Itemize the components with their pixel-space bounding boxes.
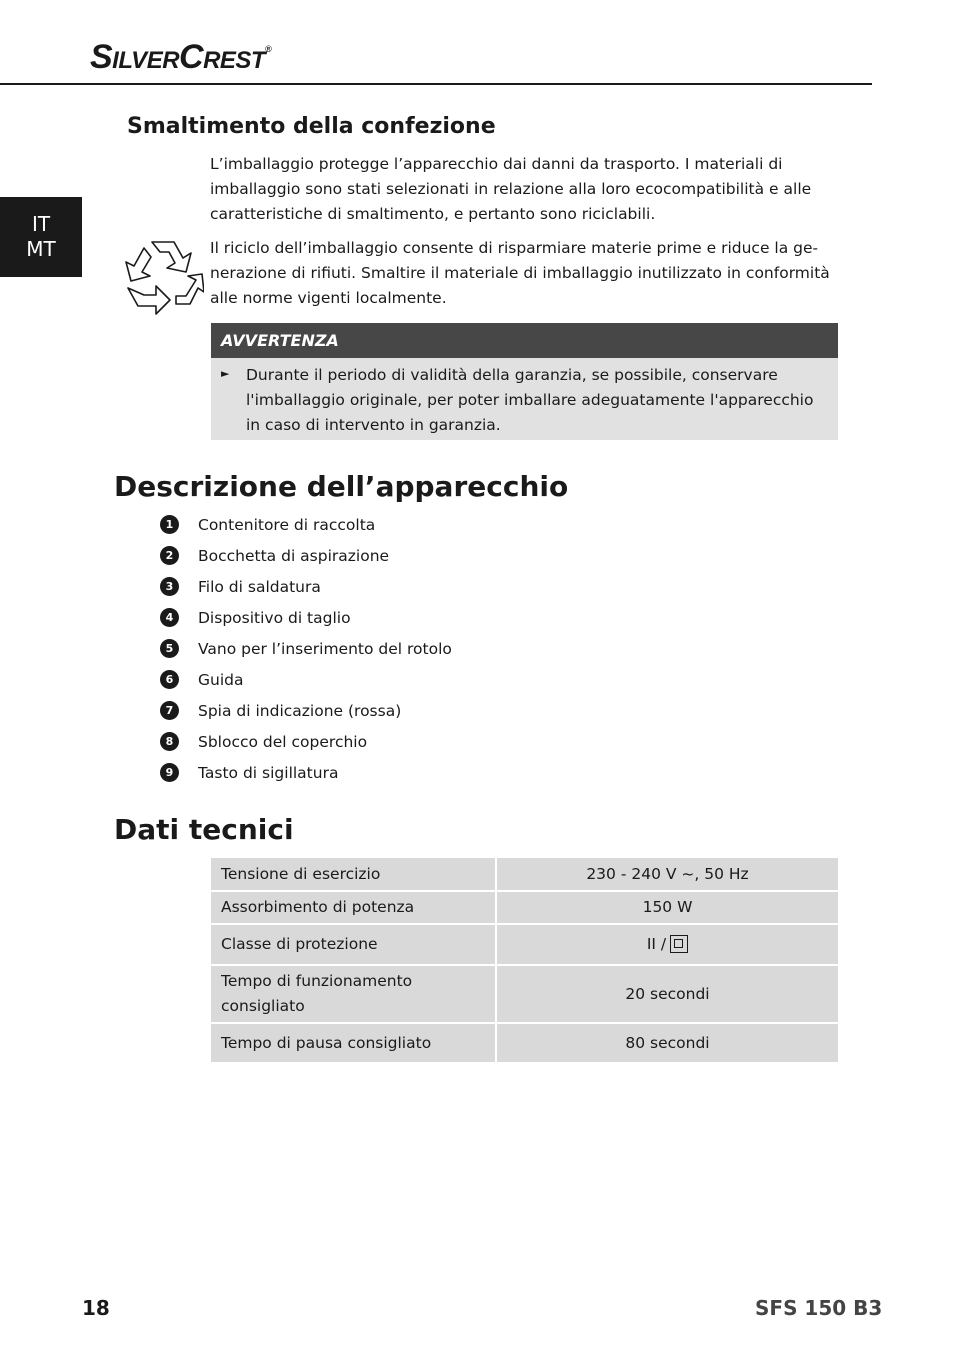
list-item bbox=[160, 664, 452, 695]
table-row bbox=[211, 925, 838, 966]
item-number: 1 bbox=[160, 515, 179, 534]
list-item bbox=[160, 726, 452, 757]
item-number: 6 bbox=[160, 670, 179, 689]
description-title: Descrizione dell’apparecchio bbox=[114, 470, 569, 503]
page-number: 18 bbox=[82, 1296, 110, 1320]
model-name: SFS 150 B3 bbox=[755, 1296, 883, 1320]
warning-box bbox=[211, 323, 838, 440]
list-item bbox=[160, 571, 452, 602]
item-number: 2 bbox=[160, 546, 179, 565]
item-number: 3 bbox=[160, 577, 179, 596]
bullet-arrow-icon: ► bbox=[221, 367, 230, 380]
specs-table bbox=[211, 858, 838, 1064]
list-item bbox=[160, 540, 452, 571]
list-item bbox=[160, 695, 452, 726]
parts-list bbox=[160, 509, 452, 788]
spec-value: 230 - 240 V ~, 50 Hz bbox=[497, 858, 838, 892]
spec-key: Tempo di pausa consigliato bbox=[211, 1024, 497, 1064]
list-item bbox=[160, 633, 452, 664]
packaging-paragraph-2: Il riciclo dell’imballaggio consente di risparmiare materie prime e riduce la ge- nerazione di rifiuti. Smaltire il materiale di imballaggio inutilizzato in conformità alle norme vigenti localmente. bbox=[210, 239, 830, 307]
item-number: 5 bbox=[160, 639, 179, 658]
item-label: Contenitore di raccolta bbox=[198, 515, 376, 534]
list-item bbox=[160, 602, 452, 633]
warning-title: AVVERTENZA bbox=[211, 323, 838, 358]
lang-code-mt: MT bbox=[26, 237, 56, 261]
double-insulation-icon bbox=[670, 935, 688, 953]
table-row bbox=[211, 966, 838, 1024]
list-item bbox=[160, 509, 452, 540]
table-row bbox=[211, 858, 838, 892]
item-label: Vano per l’inserimento del rotolo bbox=[198, 639, 452, 658]
list-item bbox=[160, 757, 452, 788]
spec-key: Tensione di esercizio bbox=[211, 858, 497, 892]
packaging-paragraph-1: L’imballaggio protegge l’apparecchio dai danni da trasporto. I materiali di imballaggio sono stati selezionati in relazione alla loro ecocompatibilità e alle caratteristiche di smaltimento, e pertanto sono riciclabili. bbox=[210, 155, 812, 223]
item-label: Guida bbox=[198, 670, 244, 689]
spec-key: Tempo di funzionamento consigliato bbox=[211, 966, 497, 1024]
spec-value: II / bbox=[497, 925, 838, 966]
item-label: Tasto di sigillatura bbox=[198, 763, 339, 782]
item-number: 7 bbox=[160, 701, 179, 720]
item-number: 8 bbox=[160, 732, 179, 751]
item-label: Dispositivo di taglio bbox=[198, 608, 351, 627]
spec-key: Classe di protezione bbox=[211, 925, 497, 966]
brand-logo: SilverCrest® bbox=[90, 38, 272, 76]
spec-value: 20 secondi bbox=[497, 966, 838, 1024]
item-label: Filo di saldatura bbox=[198, 577, 321, 596]
item-label: Bocchetta di aspirazione bbox=[198, 546, 390, 565]
specs-title: Dati tecnici bbox=[114, 813, 294, 846]
spec-key: Assorbimento di potenza bbox=[211, 892, 497, 925]
item-number: 4 bbox=[160, 608, 179, 627]
header-rule bbox=[0, 83, 872, 85]
table-row bbox=[211, 892, 838, 925]
item-number: 9 bbox=[160, 763, 179, 782]
recycle-icon bbox=[122, 238, 204, 318]
table-row bbox=[211, 1024, 838, 1064]
warning-text: Durante il periodo di validità della garanzia, se possibile, conservare l'imballaggio originale, per poter imballare adeguatamente l'apparecchio in caso di intervento in garanzia. bbox=[246, 366, 814, 434]
packaging-title: Smaltimento della confezione bbox=[127, 114, 496, 139]
spec-value: 80 secondi bbox=[497, 1024, 838, 1064]
lang-code-it: IT bbox=[31, 212, 51, 236]
item-label: Spia di indicazione (rossa) bbox=[198, 701, 402, 720]
spec-value: 150 W bbox=[497, 892, 838, 925]
language-tab bbox=[0, 197, 82, 277]
item-label: Sblocco del coperchio bbox=[198, 732, 368, 751]
